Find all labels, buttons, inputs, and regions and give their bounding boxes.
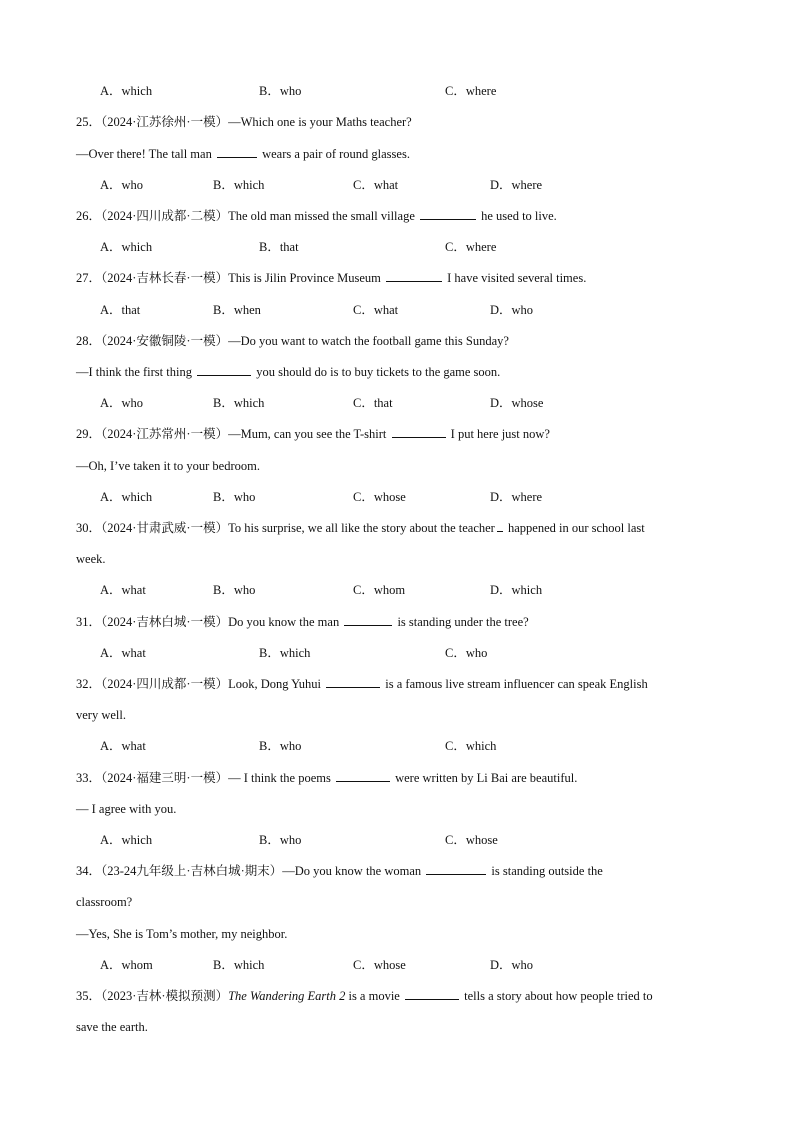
q30-option-d: D．which xyxy=(490,583,543,597)
q27-text-a: This is Jilin Province Museum xyxy=(228,271,381,285)
q26-text-a: The old man missed the small village xyxy=(228,209,415,223)
q33-number: 33． xyxy=(76,771,102,785)
q32-blank xyxy=(326,676,380,688)
q33-option-c: C．whose xyxy=(445,833,498,847)
q31-option-b: B．which xyxy=(259,646,311,660)
q31-stem xyxy=(76,614,529,630)
q30-text-b: happened in our school last xyxy=(507,521,645,535)
q28-text: —Do you want to watch the football game this Sunday? xyxy=(228,334,509,348)
q31-number: 31． xyxy=(76,615,102,629)
q25-option-a: A．who xyxy=(100,178,144,192)
q25-text-b: wears a pair of round glasses. xyxy=(262,147,410,161)
q30-number: 30． xyxy=(76,521,102,535)
q31-text-b: is standing under the tree? xyxy=(397,615,529,629)
q30-stem xyxy=(76,520,645,536)
q33-text-b: were written by Li Bai are beautiful. xyxy=(395,771,578,785)
q35-blank xyxy=(405,988,459,1000)
q24-option-b: B．who xyxy=(259,84,302,98)
q27-option-b: B．when xyxy=(213,303,261,317)
q33-text-a: — I think the poems xyxy=(228,771,331,785)
q28-blank xyxy=(197,364,251,376)
q35-text-a: is a movie xyxy=(348,989,400,1003)
q28-number: 28． xyxy=(76,334,102,348)
q28-option-a: A．who xyxy=(100,396,144,410)
q32-number: 32． xyxy=(76,677,102,691)
q27-text-b: I have visited several times. xyxy=(447,271,587,285)
q28-source: （2024·安徽铜陵·一模） xyxy=(101,334,229,348)
q27-source: （2024·吉林长春·一模） xyxy=(101,271,229,285)
q34-line2: classroom? xyxy=(76,895,133,909)
q25-line2 xyxy=(76,146,410,162)
q30-text-a: To his surprise, we all like the story about the teacher xyxy=(228,521,495,535)
q31-source: （2024·吉林白城·一模） xyxy=(101,615,229,629)
q34-option-c: C．whose xyxy=(353,958,406,972)
q25-text: —Which one is your Maths teacher? xyxy=(228,115,412,129)
q30-source: （2024·甘肃武威·一模） xyxy=(101,521,229,535)
q25-options xyxy=(100,177,760,193)
q24-options xyxy=(100,83,760,99)
q27-option-c: C．what xyxy=(353,303,399,317)
q33-line2: — I agree with you. xyxy=(76,802,177,816)
q26-source: （2024·四川成都·二模） xyxy=(101,209,229,223)
q34-source: （23-24九年级上·吉林白城·期末） xyxy=(101,864,283,878)
q27-stem xyxy=(76,270,586,286)
q32-source: （2024·四川成都·一模） xyxy=(101,677,229,691)
q33-options xyxy=(100,832,760,848)
q24-option-a: A．which xyxy=(100,84,153,98)
q34-option-d: D．who xyxy=(490,958,534,972)
q27-options xyxy=(100,302,760,318)
q29-options xyxy=(100,489,760,505)
q27-blank xyxy=(386,270,442,282)
q33-source: （2024·福建三明·一模） xyxy=(101,771,229,785)
q27-option-d: D．who xyxy=(490,303,534,317)
q29-option-a: A．which xyxy=(100,490,153,504)
q35-stem xyxy=(76,988,653,1004)
q27-number: 27． xyxy=(76,271,102,285)
q30-option-c: C．whom xyxy=(353,583,406,597)
q31-blank xyxy=(344,614,392,626)
q34-number: 34． xyxy=(76,864,102,878)
q34-option-a: A．whom xyxy=(100,958,153,972)
q27-option-a: A．that xyxy=(100,303,141,317)
q31-option-c: C．who xyxy=(445,646,488,660)
q29-option-c: C．whose xyxy=(353,490,406,504)
q29-text-b: I put here just now? xyxy=(450,427,550,441)
q25-option-d: D．where xyxy=(490,178,543,192)
q32-text-b: is a famous live stream influencer can speak English xyxy=(385,677,648,691)
q29-stem xyxy=(76,426,550,442)
q34-blank xyxy=(426,863,486,875)
q28-line2 xyxy=(76,364,500,380)
q30-option-b: B．who xyxy=(213,583,256,597)
q28-options xyxy=(100,395,760,411)
q34-stem xyxy=(76,863,603,879)
q26-blank xyxy=(420,208,476,220)
q25-number: 25． xyxy=(76,115,102,129)
q30-blank xyxy=(497,520,503,532)
q26-number: 26． xyxy=(76,209,102,223)
q29-option-b: B．who xyxy=(213,490,256,504)
q33-blank xyxy=(336,770,390,782)
q26-option-a: A．which xyxy=(100,240,153,254)
q32-option-c: C．which xyxy=(445,739,497,753)
q25-option-b: B．which xyxy=(213,178,265,192)
q26-text-b: he used to live. xyxy=(481,209,557,223)
q35-movie-title: The Wandering Earth 2 xyxy=(228,989,346,1003)
q31-option-a: A．what xyxy=(100,646,146,660)
q26-option-b: B．that xyxy=(259,240,299,254)
q30-option-a: A．what xyxy=(100,583,146,597)
q32-option-b: B．who xyxy=(259,739,302,753)
q35-number: 35． xyxy=(76,989,102,1003)
q28-option-c: C．that xyxy=(353,396,393,410)
q33-option-b: B．who xyxy=(259,833,302,847)
q26-option-c: C．where xyxy=(445,240,497,254)
q35-text-b: tells a story about how people tried to xyxy=(464,989,653,1003)
q32-stem xyxy=(76,676,648,692)
q28-stem xyxy=(76,333,509,349)
q32-line2: very well. xyxy=(76,708,126,722)
q29-option-d: D．where xyxy=(490,490,543,504)
q29-number: 29． xyxy=(76,427,102,441)
q34-text-a: —Do you know the woman xyxy=(282,864,422,878)
q25-option-c: C．what xyxy=(353,178,399,192)
q32-option-a: A．what xyxy=(100,739,146,753)
q25-source: （2024·江苏徐州·一模） xyxy=(101,115,229,129)
q34-line3: —Yes, She is Tom’s mother, my neighbor. xyxy=(76,927,288,941)
q28-option-d: D．whose xyxy=(490,396,544,410)
q33-stem xyxy=(76,770,577,786)
q28-text-a: —I think the first thing xyxy=(76,365,192,379)
q26-options xyxy=(100,239,760,255)
q30-line2: week. xyxy=(76,552,106,566)
q34-text-b: is standing outside the xyxy=(491,864,603,878)
q24-option-c: C．where xyxy=(445,84,497,98)
q33-option-a: A．which xyxy=(100,833,153,847)
q34-option-b: B．which xyxy=(213,958,265,972)
q25-stem xyxy=(76,114,412,130)
q29-blank xyxy=(392,426,446,438)
q35-source: （2023·吉林·模拟预测） xyxy=(101,989,229,1003)
q31-options xyxy=(100,645,760,661)
q26-stem xyxy=(76,208,557,224)
q32-options xyxy=(100,738,760,754)
q25-text-a: —Over there! The tall man xyxy=(76,147,212,161)
q31-text-a: Do you know the man xyxy=(228,615,340,629)
q29-text-a: —Mum, can you see the T-shirt xyxy=(228,427,387,441)
q29-line2: —Oh, I’ve taken it to your bedroom. xyxy=(76,459,260,473)
q32-text-a: Look, Dong Yuhui xyxy=(228,677,322,691)
q25-blank xyxy=(217,146,257,158)
q28-text-b: you should do is to buy tickets to the game soon. xyxy=(256,365,501,379)
q35-line2: save the earth. xyxy=(76,1020,148,1034)
q29-source: （2024·江苏常州·一模） xyxy=(101,427,229,441)
q28-option-b: B．which xyxy=(213,396,265,410)
q30-options xyxy=(100,582,760,598)
q34-options xyxy=(100,957,760,973)
